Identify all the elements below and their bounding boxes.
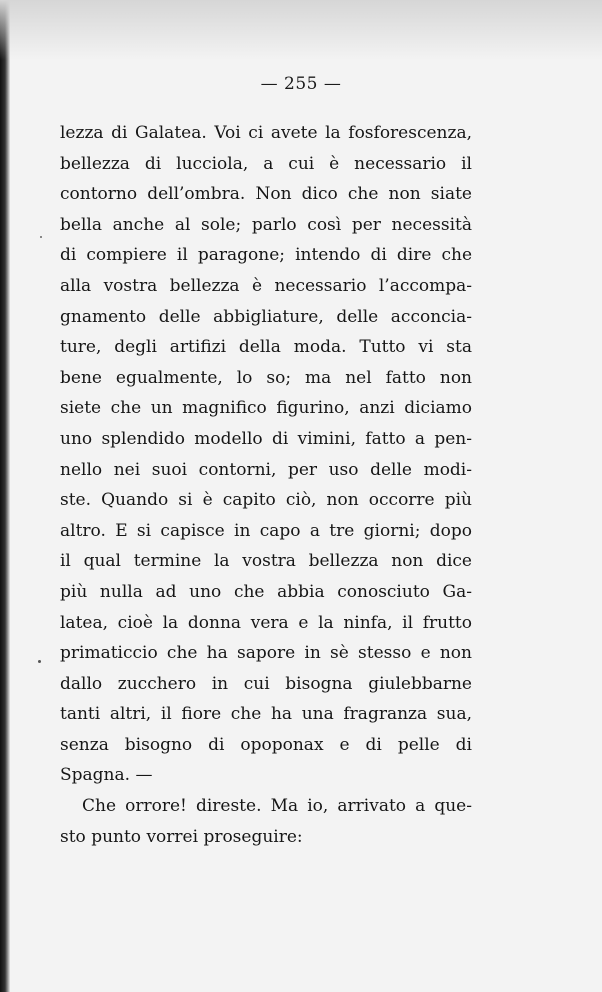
text-line-paragraph-end: sto punto vorrei proseguire: bbox=[60, 826, 303, 847]
text-line: contorno dell’ombra. Non dico che non siate bbox=[60, 184, 472, 205]
text-line: lezza di Galatea. Voi ci avete la fosforescenza, bbox=[60, 123, 472, 143]
page-top-shading bbox=[0, 0, 602, 60]
text-line: bene egualmente, lo so; ma nel fatto non bbox=[60, 367, 472, 388]
text-line: tanti altri, il fiore che ha una fragranza sua, bbox=[60, 704, 472, 725]
text-line: bella anche al sole; parlo così per necessità bbox=[60, 214, 472, 235]
text-line: dallo zucchero in cui bisogna giulebbarne bbox=[60, 673, 472, 694]
text-line: primaticcio che ha sapore in sè stesso e non bbox=[60, 643, 472, 664]
margin-speck bbox=[38, 660, 41, 663]
body-text bbox=[60, 118, 472, 852]
text-line: altro. E si capisce in capo a tre giorni; dopo bbox=[60, 520, 472, 541]
page-number: — 255 — bbox=[260, 74, 342, 94]
text-line: più nulla ad uno che abbia conosciuto Ga- bbox=[60, 581, 472, 602]
text-line-paragraph-start: Che orrore! direste. Ma io, arrivato a que- bbox=[82, 796, 472, 817]
text-line: di compiere il paragone; intendo di dire che bbox=[60, 245, 472, 266]
text-line: uno splendido modello di vimini, fatto a pen- bbox=[60, 428, 472, 449]
text-line: alla vostra bellezza è necessario l’accompa- bbox=[60, 275, 472, 296]
text-line: il qual termine la vostra bellezza non dice bbox=[60, 551, 472, 572]
text-line: ste. Quando si è capito ciò, non occorre più bbox=[60, 490, 472, 511]
text-line: gnamento delle abbigliature, delle acconcia- bbox=[60, 306, 472, 327]
text-line: senza bisogno di opoponax e di pelle di bbox=[60, 734, 472, 755]
margin-speck bbox=[40, 236, 42, 238]
text-line: ture, degli artifizi della moda. Tutto vi sta bbox=[60, 337, 472, 358]
text-line: bellezza di lucciola, a cui è necessario il bbox=[60, 153, 472, 174]
text-line: latea, cioè la donna vera e la ninfa, il frutto bbox=[60, 612, 472, 633]
book-spine-shadow bbox=[0, 0, 10, 992]
text-line-paragraph-end: Spagna. — bbox=[60, 765, 153, 786]
text-line: siete che un magnifico figurino, anzi diciamo bbox=[60, 398, 472, 419]
text-line: nello nei suoi contorni, per uso delle modi- bbox=[60, 459, 472, 480]
